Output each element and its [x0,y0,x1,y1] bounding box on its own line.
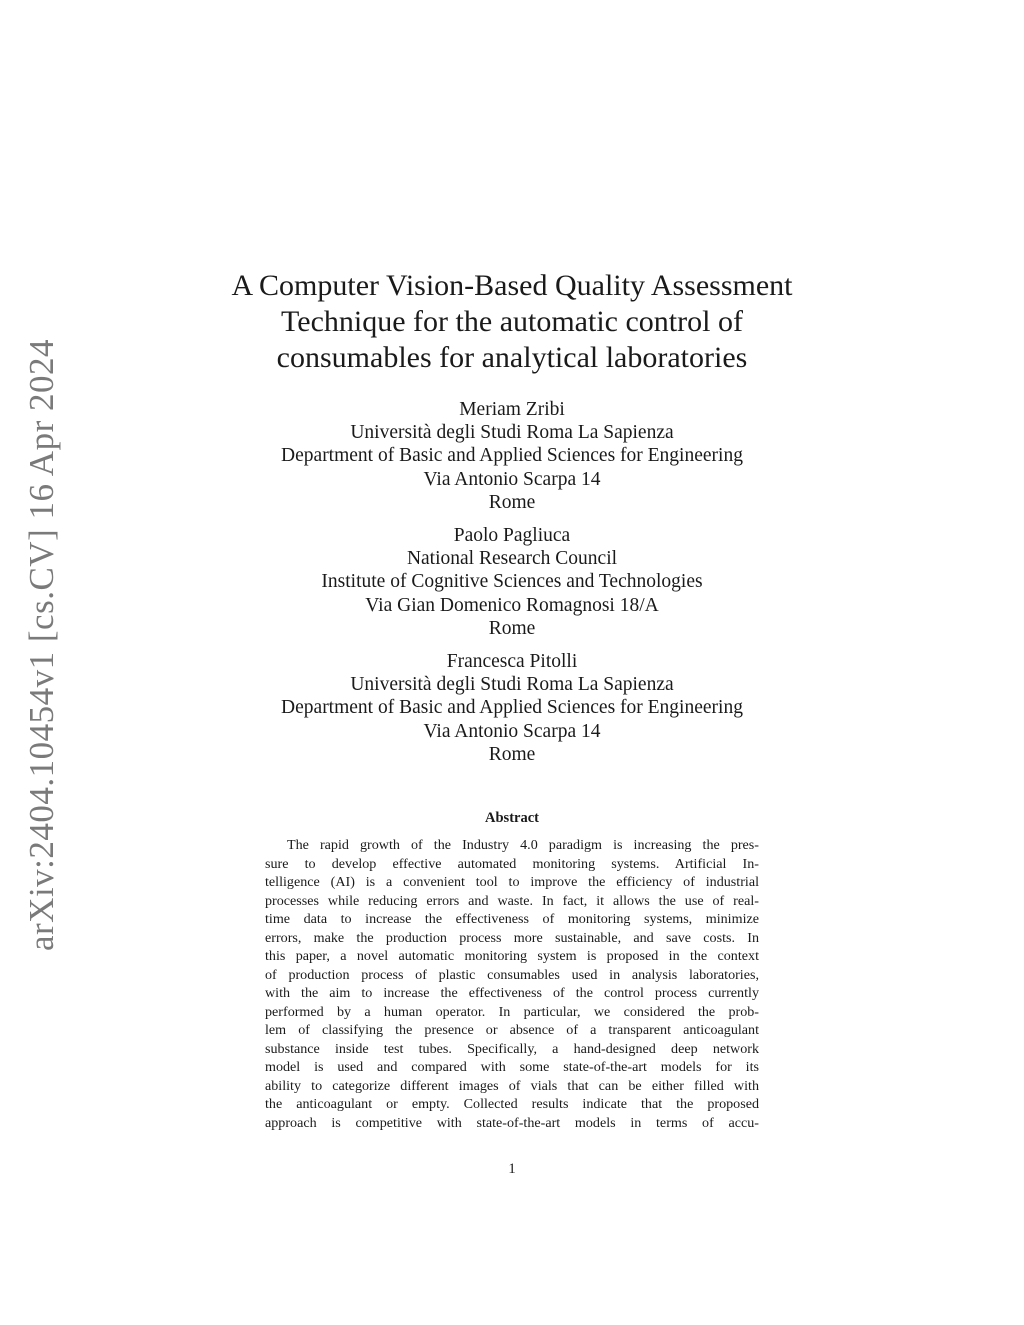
author-address: Via Antonio Scarpa 14 [423,720,601,742]
abstract-line: approach is competitive with state-of-the-art models in terms of accu- [265,1114,759,1131]
paper-title [200,268,824,376]
author-list [200,398,824,776]
abstract-line: processes while reducing errors and waste. In fact, it allows the use of real- [265,892,759,909]
abstract-text [265,836,759,1132]
author-city: Rome [488,617,536,639]
author-affiliation: Università degli Studi Roma La Sapienza [350,422,674,444]
title-line: consumables for analytical laboratories [276,341,748,374]
author-affiliation: Università degli Studi Roma La Sapienza [350,674,674,696]
abstract-line: telligence (AI) is a convenient tool to improve the efficiency of industrial [265,874,759,890]
abstract-line: time data to increase the effectiveness of monitoring systems, minimize [265,911,759,927]
author-affiliation: National Research Council [406,548,618,570]
abstract-line: sure to develop effective automated monitoring systems. Artificial In- [265,855,759,872]
author-department: Institute of Cognitive Sciences and Technologies [321,571,703,593]
title-line: A Computer Vision-Based Quality Assessment [231,269,793,302]
author-department: Department of Basic and Applied Sciences for Engineering [281,697,743,719]
abstract-line: of production process of plastic consumables used in analysis laboratories, [265,966,759,983]
author-name: Francesca Pitolli [446,651,578,673]
author-city: Rome [488,743,536,765]
abstract-line: this paper, a novel automatic monitoring system is proposed in the context [265,948,759,964]
abstract-line: errors, make the production process more sustainable, and save costs. In [265,929,759,946]
author-name: Paolo Pagliuca [453,525,571,547]
abstract-line: performed by a human operator. In particular, we considered the prob- [265,1003,759,1020]
author-block [200,398,824,514]
author-name: Meriam Zribi [459,399,565,420]
abstract-line: model is used and compared with some state-of-the-art models for its [265,1059,759,1075]
abstract-line: The rapid growth of the Industry 4.0 paradigm is increasing the pres- [287,837,759,853]
arxiv-identifier-stamp: arXiv:2404.10454v1 [cs.CV] 16 Apr 2024 [22,338,61,952]
page-number: 1 [508,1161,516,1177]
author-address: Via Antonio Scarpa 14 [423,468,601,490]
abstract-line: substance inside test tubes. Specifically, a hand-designed deep network [265,1040,759,1057]
author-city: Rome [488,491,536,513]
abstract-line: the anticoagulant or empty. Collected results indicate that the proposed [265,1096,759,1112]
abstract-heading: Abstract [485,810,539,826]
author-block [200,650,824,766]
abstract-line: lem of classifying the presence or absence of a transparent anticoagulant [265,1022,759,1038]
author-department: Department of Basic and Applied Sciences for Engineering [281,445,743,467]
author-address: Via Gian Domenico Romagnosi 18/A [365,594,659,616]
abstract-line: ability to categorize different images of vials that can be either filled with [265,1077,759,1094]
author-block [200,524,824,640]
abstract-line: with the aim to increase the effectiveness of the control process currently [265,985,759,1001]
title-line: Technique for the automatic control of [281,305,743,338]
